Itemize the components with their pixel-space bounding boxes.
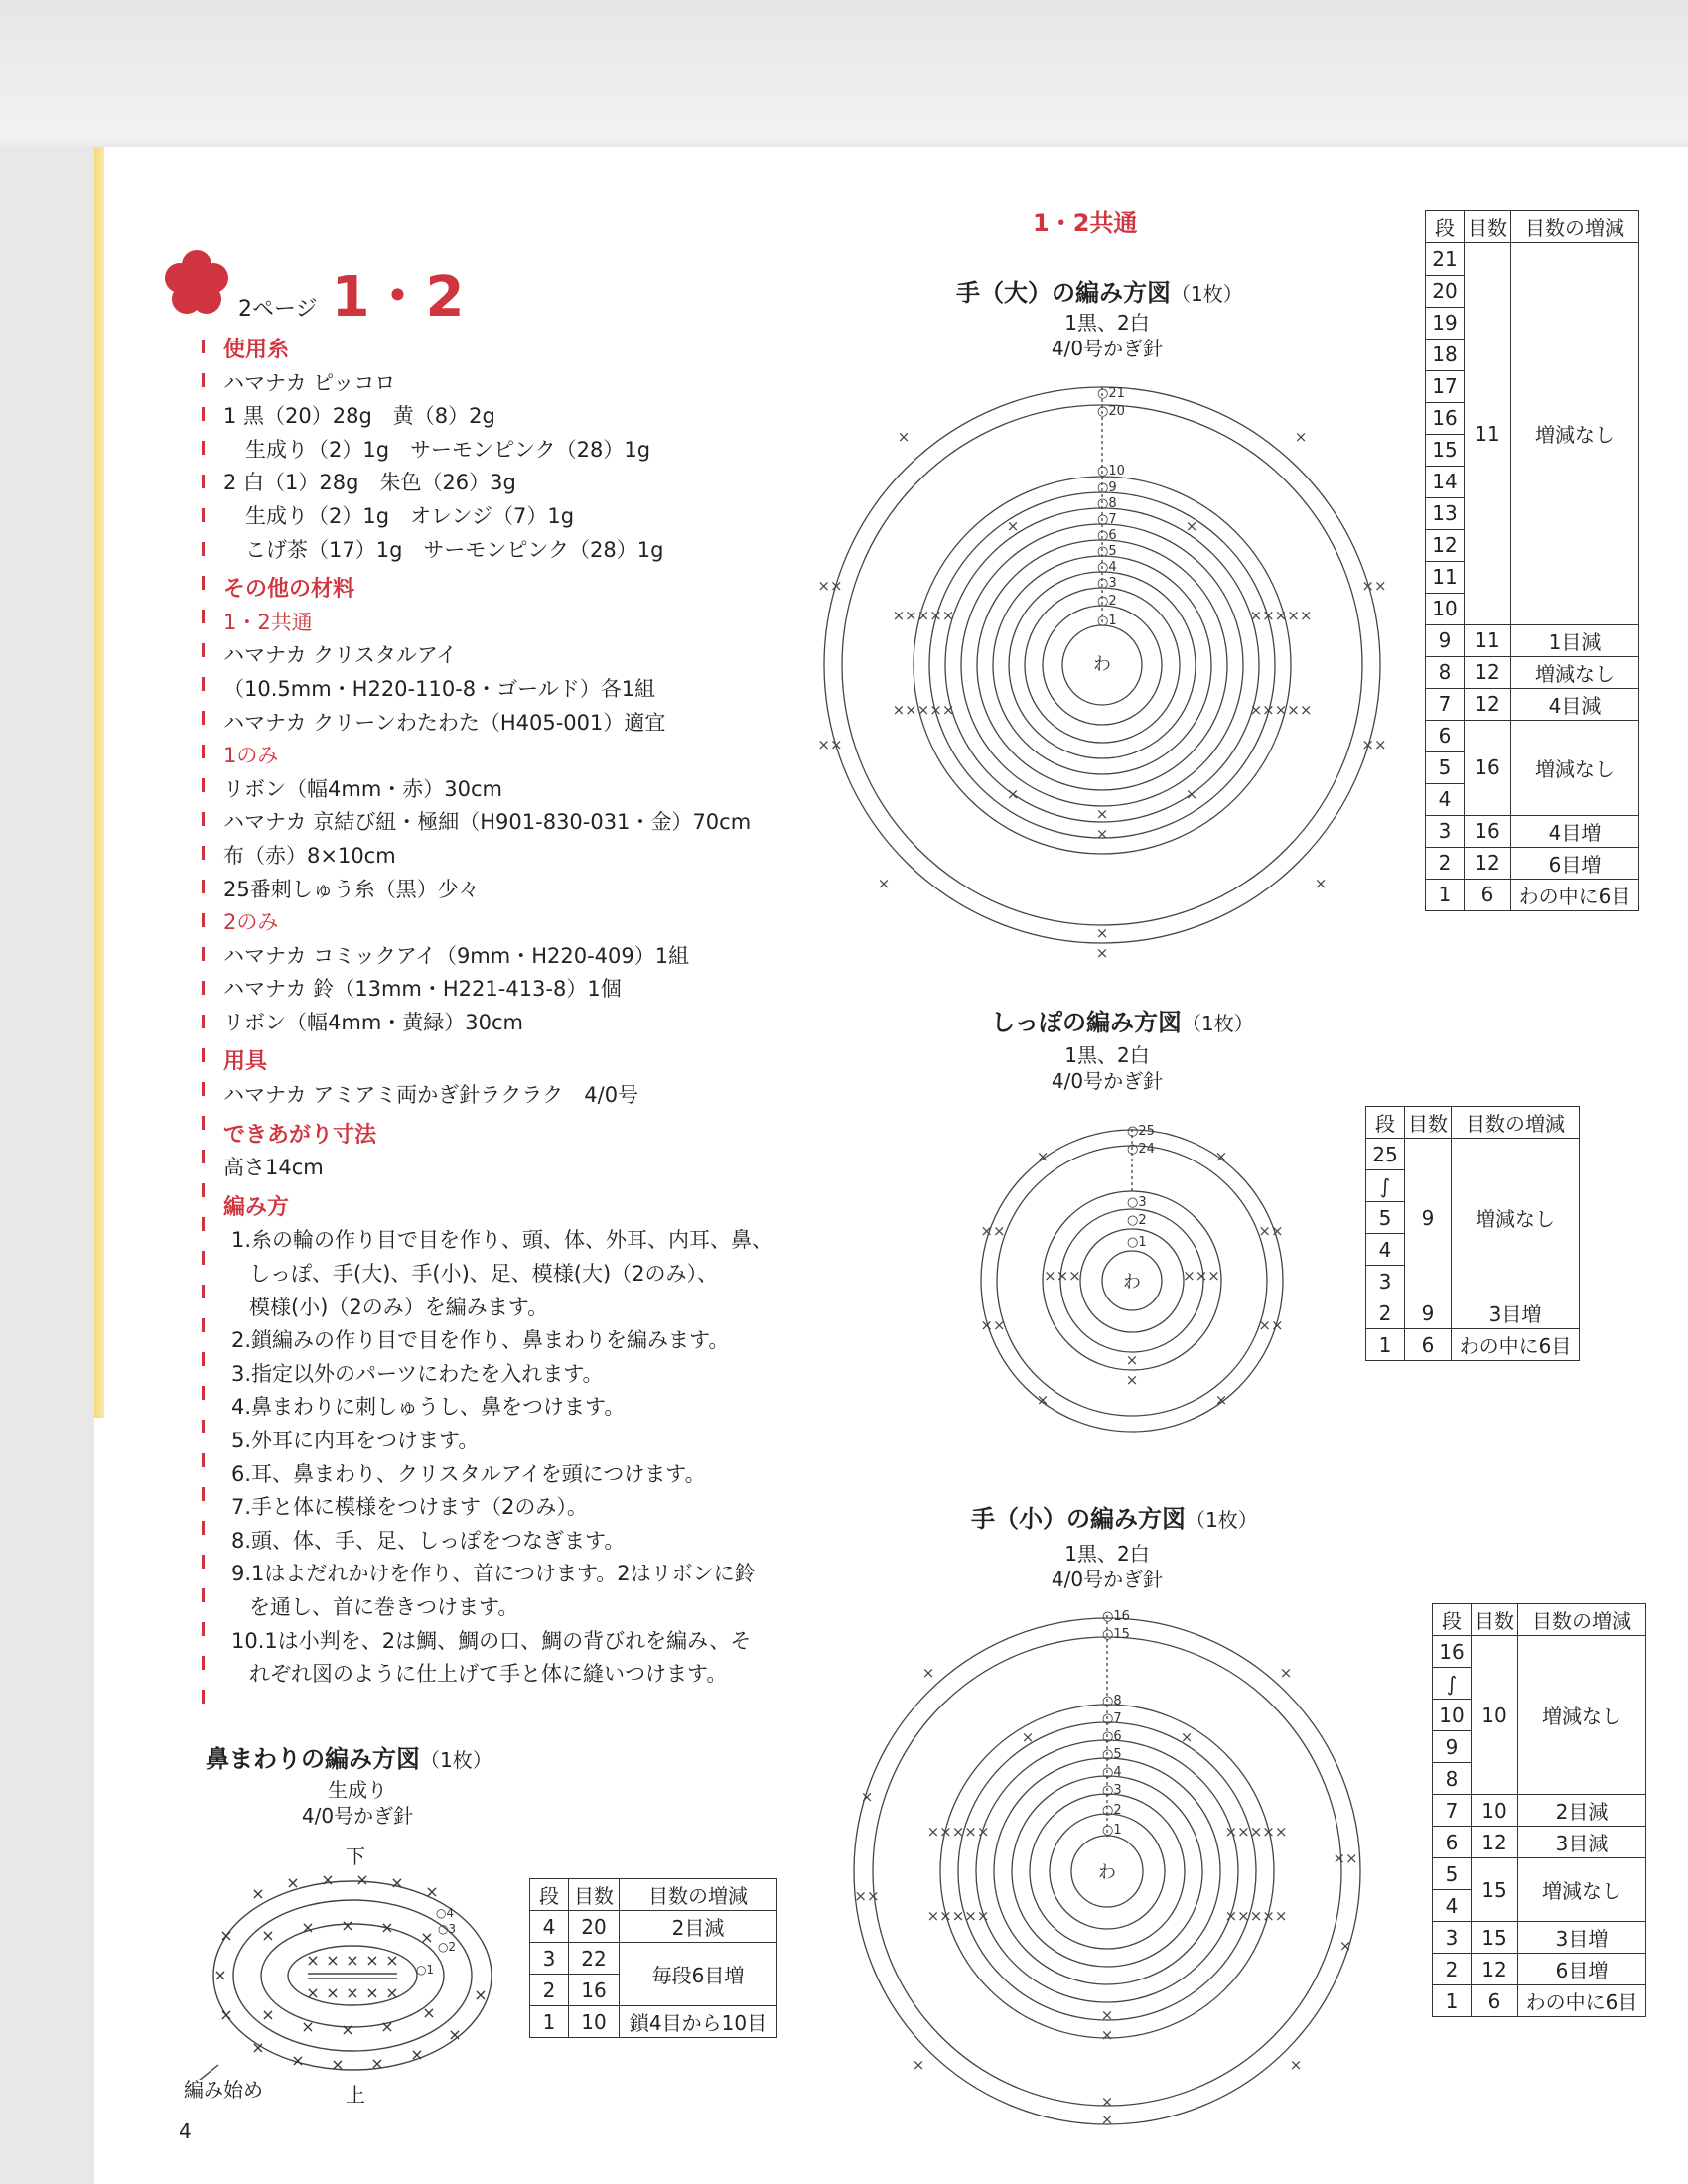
svg-text:×: × <box>1125 1351 1139 1369</box>
svg-text:×: × <box>251 2038 265 2057</box>
svg-text:×: × <box>1100 2006 1114 2024</box>
materials-line: ハマナカ クリーンわたわた（H405-001）適宜 <box>223 710 666 735</box>
svg-text:××: ×× <box>980 1316 1006 1334</box>
svg-text:×: × <box>301 2017 315 2036</box>
yarn-line: 生成り（2）1g サーモンピンク（28）1g <box>245 437 651 462</box>
hand-large-title: 手（大）の編み方図（1枚） <box>956 279 1243 307</box>
yarn-line: 1 黒（20）28g 黄（8）2g <box>223 404 495 429</box>
svg-text:×: × <box>877 875 891 892</box>
svg-text:××: ×× <box>854 1887 880 1905</box>
svg-text:わ: わ <box>1123 1272 1141 1293</box>
svg-text:○10: ○10 <box>1097 464 1125 478</box>
svg-text:○7: ○7 <box>1097 512 1117 527</box>
svg-text:×: × <box>420 1928 434 1947</box>
method-step-cont: しっぽ、手(大)、手(小)、足、模様(大)（2のみ）、 <box>249 1262 719 1287</box>
svg-text:×××××: ××××× <box>926 1823 990 1841</box>
svg-text:×: × <box>425 1882 439 1901</box>
svg-text:×: × <box>1095 805 1109 823</box>
svg-text:×: × <box>1100 2093 1114 2111</box>
svg-text:×: × <box>286 1873 300 1892</box>
svg-text:×××××: ××××× <box>1224 1907 1288 1925</box>
svg-text:○20: ○20 <box>1097 404 1125 419</box>
method-step: 4.鼻まわりに刺しゅうし、鼻をつけます。 <box>231 1395 626 1420</box>
svg-text:○1: ○1 <box>1127 1235 1147 1250</box>
yarn-line: こげ茶（17）1g サーモンピンク（28）1g <box>245 537 664 562</box>
svg-text:×: × <box>1214 1148 1228 1165</box>
svg-text:×: × <box>213 1966 227 1984</box>
hand-large-table: 段 目数 目数の増減 21 11 増減なし 20 19 18 17 16 15 14 13 12 11 10 9 11 1目減 8 12 増減なし 7 12 4目減 6 16 増減なし 5 4 3 16 4目増 2 12 6目増 1 6 わの中に6目 <box>1425 210 1639 911</box>
svg-text:×: × <box>1095 944 1109 962</box>
svg-text:××: ×× <box>1361 736 1387 753</box>
svg-text:×: × <box>331 2055 345 2074</box>
svg-text:×: × <box>1214 1391 1228 1409</box>
svg-text:×: × <box>1185 785 1198 803</box>
method-step: 2.鎖編みの作り目で目を作り、鼻まわりを編みます。 <box>231 1328 730 1353</box>
svg-text:○16: ○16 <box>1102 1609 1130 1624</box>
svg-text:×: × <box>1180 1728 1194 1746</box>
svg-text:○3: ○3 <box>1097 576 1117 591</box>
svg-text:×: × <box>261 2005 275 2024</box>
materials-line: 布（赤）8×10cm <box>223 843 396 868</box>
svg-text:○3: ○3 <box>1102 1783 1122 1798</box>
svg-text:×: × <box>390 1873 404 1892</box>
nose-diagram <box>199 1871 506 2080</box>
svg-text:×: × <box>912 2056 925 2074</box>
nose-top-label: 上 <box>346 2083 365 2107</box>
svg-text:○4: ○4 <box>1102 1765 1122 1780</box>
svg-text:○6: ○6 <box>1102 1729 1122 1744</box>
svg-text:わ: わ <box>1098 1862 1116 1883</box>
svg-text:×: × <box>1185 517 1198 535</box>
svg-text:×: × <box>1289 2056 1303 2074</box>
nose-diagram-title: 鼻まわりの編み方図（1枚） <box>206 1745 492 1773</box>
svg-text:×: × <box>261 1926 275 1945</box>
method-step-cont: 模様(小)（2のみ）を編みます。 <box>249 1295 549 1319</box>
svg-text:×: × <box>380 2017 394 2036</box>
svg-text:×: × <box>219 2005 233 2024</box>
svg-text:×: × <box>1006 517 1020 535</box>
svg-text:×: × <box>346 1951 359 1970</box>
svg-text:×: × <box>365 1951 379 1970</box>
svg-text:×: × <box>219 1926 233 1945</box>
svg-text:×××××: ××××× <box>926 1907 990 1925</box>
svg-text:○7: ○7 <box>1102 1711 1122 1726</box>
svg-text:○1: ○1 <box>415 1963 435 1977</box>
pattern-number: 1・2 <box>331 265 465 330</box>
hand-large-sub: 1黒、2白 4/0号かぎ針 <box>1051 311 1164 360</box>
method-heading: 編み方 <box>223 1194 290 1220</box>
svg-text:○4: ○4 <box>435 1906 455 1920</box>
svg-text:×: × <box>474 1985 488 2004</box>
hand-small-diagram <box>849 1603 1365 2139</box>
svg-text:○3: ○3 <box>437 1922 457 1936</box>
nose-diagram-sub: 生成り 4/0号かぎ針 <box>301 1778 414 1828</box>
svg-text:×: × <box>291 2051 305 2070</box>
svg-text:××: ×× <box>1361 577 1387 595</box>
svg-text:×: × <box>1095 924 1109 942</box>
svg-text:×: × <box>1314 875 1328 892</box>
tail-diagram <box>978 1117 1286 1439</box>
svg-text:×: × <box>370 2054 384 2073</box>
svg-text:○2: ○2 <box>1127 1213 1147 1228</box>
svg-text:×: × <box>306 1951 320 1970</box>
materials-line: 1のみ <box>223 744 279 768</box>
svg-text:×: × <box>380 1918 394 1937</box>
hand-small-table: 段 目数 目数の増減 16 10 増減なし ∫ 10 9 8 7 10 2目減 6 12 3目減 5 15 増減なし 4 3 15 3目増 2 12 6目増 1 6 わの中に6目 <box>1432 1603 1646 2017</box>
svg-text:○1: ○1 <box>1097 614 1117 628</box>
svg-text:×: × <box>1095 825 1109 843</box>
svg-text:×: × <box>326 1983 340 2002</box>
svg-text:○4: ○4 <box>1097 560 1117 575</box>
yarn-line: 生成り（2）1g オレンジ（7）1g <box>245 503 575 528</box>
svg-text:×: × <box>341 2020 354 2039</box>
svg-text:×: × <box>1021 1728 1035 1746</box>
svg-text:×: × <box>1036 1148 1050 1165</box>
page-edge-stripe <box>94 147 104 1418</box>
svg-text:○9: ○9 <box>1097 480 1117 495</box>
svg-text:○5: ○5 <box>1097 544 1117 559</box>
svg-text:○5: ○5 <box>1102 1747 1122 1762</box>
tail-table: 段 目数 目数の増減 25 9 増減なし ∫ 5 4 3 2 9 3目増 1 6 わの中に6目 <box>1365 1106 1580 1361</box>
nose-bottom-label: 下 <box>346 1844 365 1868</box>
method-step: 10.1は小判を、2は鯛、鯛の口、鯛の背びれを編み、そ <box>231 1628 752 1653</box>
svg-text:×××××: ××××× <box>1249 701 1313 719</box>
method-step: 6.耳、鼻まわり、クリスタルアイを頭につけます。 <box>231 1461 706 1486</box>
hand-large-diagram <box>814 372 1390 968</box>
svg-text:××: ×× <box>817 577 843 595</box>
hand-small-sub: 1黒、2白 4/0号かぎ針 <box>1051 1542 1164 1591</box>
svg-text:×: × <box>1036 1391 1050 1409</box>
size-heading: できあがり寸法 <box>223 1122 377 1148</box>
materials-line: 1・2共通 <box>223 610 313 634</box>
method-step-cont: れぞれ図のように仕上げて手と体に縫いつけます。 <box>249 1662 728 1687</box>
svg-text:○3: ○3 <box>1127 1195 1147 1210</box>
svg-text:○2: ○2 <box>1102 1803 1122 1818</box>
svg-text:○25: ○25 <box>1127 1124 1155 1139</box>
svg-text:×: × <box>1294 428 1308 446</box>
svg-text:×××××: ××××× <box>1249 607 1313 624</box>
svg-text:×××: ××× <box>1044 1267 1081 1285</box>
svg-text:○8: ○8 <box>1102 1694 1122 1708</box>
instructions-column <box>223 328 819 1692</box>
materials-line: ハマナカ 京結び紐・極細（H901-830-031・金）70cm <box>223 810 752 835</box>
svg-text:×: × <box>326 1951 340 1970</box>
page-number: 4 <box>179 2119 192 2143</box>
tools-heading: 用具 <box>223 1049 268 1075</box>
dashed-rule <box>202 340 205 1719</box>
svg-text:×: × <box>422 2003 436 2022</box>
svg-text:×: × <box>410 2045 424 2064</box>
method-step: 1.糸の輪の作り目で目を作り、頭、体、外耳、内耳、鼻、 <box>231 1228 774 1253</box>
svg-text:×: × <box>301 1918 315 1937</box>
method-step: 8.頭、体、手、足、しっぽをつなぎます。 <box>231 1528 626 1553</box>
shared-label: 1・2共通 <box>1033 209 1138 237</box>
svg-text:○1: ○1 <box>1102 1823 1122 1838</box>
nose-start-label: 編み始め <box>184 2078 263 2102</box>
method-step: 7.手と体に模様をつけます（2のみ）。 <box>231 1495 588 1520</box>
tail-sub: 1黒、2白 4/0号かぎ針 <box>1051 1043 1164 1093</box>
size-line: 高さ14cm <box>223 1156 324 1180</box>
svg-text:×: × <box>1279 1664 1293 1682</box>
svg-text:××: ×× <box>1258 1222 1284 1240</box>
svg-text:×: × <box>921 1664 935 1682</box>
svg-text:××: ×× <box>1258 1316 1284 1334</box>
materials-line: 25番刺しゅう糸（黒）少々 <box>223 877 480 901</box>
svg-text:○24: ○24 <box>1127 1142 1155 1157</box>
svg-text:×: × <box>1006 785 1020 803</box>
materials-line: リボン（幅4mm・赤）30cm <box>223 776 502 801</box>
materials-heading: その他の材料 <box>223 577 355 603</box>
svg-text:×: × <box>1100 2026 1114 2044</box>
svg-text:○15: ○15 <box>1102 1627 1130 1642</box>
yarn-line: 2 白（1）28g 朱色（26）3g <box>223 471 516 495</box>
svg-text:×: × <box>860 1788 874 1806</box>
svg-text:わ: わ <box>1093 654 1111 675</box>
svg-text:○2: ○2 <box>437 1940 457 1954</box>
svg-text:×××: ××× <box>1183 1267 1220 1285</box>
svg-text:×: × <box>306 1983 320 2002</box>
method-step-cont: を通し、首に巻きつけます。 <box>249 1594 519 1619</box>
svg-text:×××××: ××××× <box>892 607 955 624</box>
svg-text:×××××: ××××× <box>1224 1823 1288 1841</box>
materials-line: ハマナカ 鈴（13mm・H221-413-8）1個 <box>223 977 622 1002</box>
svg-text:×: × <box>346 1983 359 2002</box>
yarn-brand: ハマナカ ピッコロ <box>223 370 396 395</box>
svg-text:○6: ○6 <box>1097 528 1117 543</box>
svg-text:×: × <box>1338 1937 1352 1955</box>
materials-line: リボン（幅4mm・黄緑）30cm <box>223 1010 523 1034</box>
svg-text:×: × <box>251 1884 265 1903</box>
svg-text:×: × <box>897 428 911 446</box>
method-step: 3.指定以外のパーツにわたを入れます。 <box>231 1361 604 1386</box>
tools-line: ハマナカ アミアミ両かぎ針ラクラク 4/0号 <box>223 1083 639 1108</box>
svg-text:×××××: ××××× <box>892 701 955 719</box>
svg-text:○21: ○21 <box>1097 386 1125 401</box>
materials-line: （10.5mm・H220-110-8・ゴールド）各1組 <box>223 676 656 701</box>
flower-icon <box>162 248 231 318</box>
method-step: 9.1はよだれかけを作り、首につけます。2はリボンに鈴 <box>231 1562 756 1586</box>
hand-small-title: 手（小）の編み方図（1枚） <box>971 1505 1258 1533</box>
svg-text:○8: ○8 <box>1097 496 1117 511</box>
tail-title: しっぽの編み方図（1枚） <box>991 1009 1254 1036</box>
svg-text:××: ×× <box>817 736 843 753</box>
svg-text:×: × <box>355 1871 369 1889</box>
svg-text:×: × <box>321 1871 335 1889</box>
svg-text:×: × <box>1125 1371 1139 1389</box>
svg-text:××: ×× <box>1333 1849 1358 1867</box>
yarn-heading: 使用糸 <box>223 338 290 362</box>
pattern-header <box>238 253 465 333</box>
svg-text:×: × <box>1100 2111 1114 2128</box>
svg-text:×: × <box>365 1983 379 2002</box>
nose-table: 段 目数 目数の増減 4 20 2目減 3 22 毎段6目増 2 16 1 10 鎖4目から10目 <box>529 1878 777 2038</box>
materials-line: 2のみ <box>223 910 279 935</box>
svg-text:××: ×× <box>980 1222 1006 1240</box>
svg-text:○2: ○2 <box>1097 594 1117 609</box>
svg-text:×: × <box>385 1983 399 2002</box>
svg-text:×: × <box>448 2025 462 2044</box>
svg-text:×: × <box>341 1916 354 1935</box>
materials-line: ハマナカ クリスタルアイ <box>223 643 457 668</box>
materials-line: ハマナカ コミックアイ（9mm・H220-409）1組 <box>223 943 690 968</box>
method-step: 5.外耳に内耳をつけます。 <box>231 1429 480 1452</box>
svg-text:×: × <box>385 1951 399 1970</box>
page-reference: 2ページ <box>238 297 318 322</box>
